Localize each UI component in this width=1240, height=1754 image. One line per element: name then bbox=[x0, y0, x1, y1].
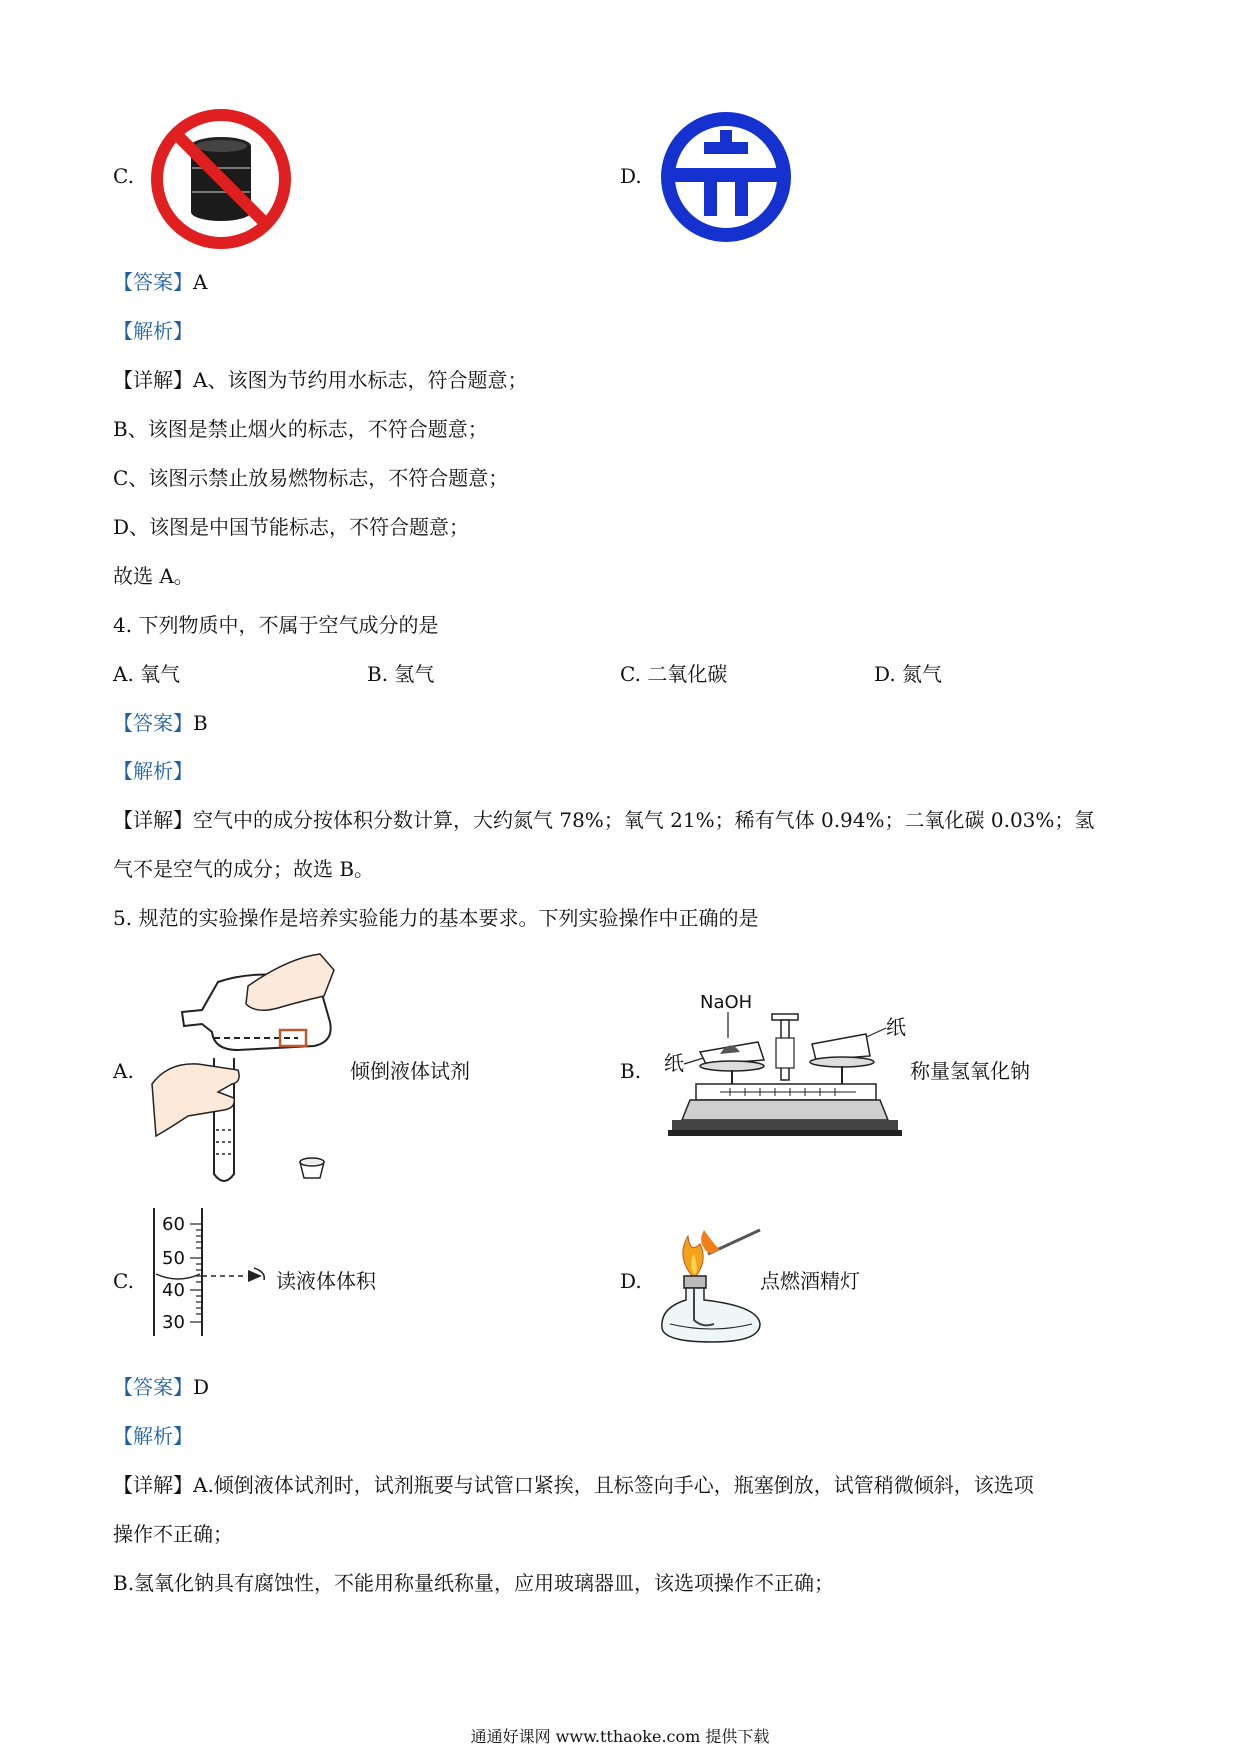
q5-detail-line-3: B.氢氧化钠具有腐蚀性，不能用称量纸称量，应用玻璃器皿，该选项操作不正确； bbox=[113, 1571, 835, 1595]
q3-detail-line-5: 故选 A。 bbox=[113, 564, 194, 588]
q5-option-d-label: D. bbox=[620, 1269, 642, 1293]
q5-detail-line-1: 【详解】A.倾倒液体试剂时，试剂瓶要与试管口紧挨，且标签向手心，瓶塞倒放，试管稍微倾斜，该选项 bbox=[113, 1473, 1034, 1497]
q4-analysis-tag: 【解析】 bbox=[113, 759, 193, 783]
q4-option-b: B. 氢气 bbox=[367, 662, 435, 686]
eye-icon bbox=[248, 1270, 262, 1282]
q3-detail-line-4: D、该图是中国节能标志，不符合题意； bbox=[113, 515, 470, 539]
tick-40: 40 bbox=[162, 1280, 185, 1301]
q3-analysis-tag: 【解析】 bbox=[113, 319, 193, 343]
q4-question: 4. 下列物质中，不属于空气成分的是 bbox=[113, 613, 439, 637]
energy-saving-sign-icon bbox=[660, 108, 792, 246]
graduated-cylinder-illustration bbox=[150, 1206, 270, 1338]
q5-option-a-label: A. bbox=[113, 1059, 134, 1083]
q5-question: 5. 规范的实验操作是培养实验能力的基本要求。下列实验操作中正确的是 bbox=[113, 906, 759, 930]
q5-option-b-label: B. bbox=[620, 1059, 642, 1083]
q5-answer: 【答案】D bbox=[113, 1375, 210, 1399]
tick-50: 50 bbox=[162, 1248, 185, 1269]
q3-detail-line-2: B、该图是禁止烟火的标志，不符合题意； bbox=[113, 417, 488, 441]
tick-30: 30 bbox=[162, 1312, 185, 1333]
q5-option-c-label: C. bbox=[113, 1269, 134, 1293]
pouring-liquid-illustration bbox=[148, 952, 340, 1184]
q3-detail-line-3: C、该图示禁止放易燃物标志，不符合题意； bbox=[113, 466, 509, 490]
page-footer: 通通好课网 www.tthaoke.com 提供下载 bbox=[470, 1727, 770, 1746]
alcohol-lamp-illustration bbox=[656, 1224, 768, 1346]
q5-option-a-caption: 倾倒液体试剂 bbox=[350, 1059, 470, 1083]
q4-option-a: A. 氧气 bbox=[113, 662, 181, 686]
q4-detail-line-2: 气不是空气的成分；故选 B。 bbox=[113, 857, 375, 881]
q4-detail-line-1: 【详解】空气中的成分按体积分数计算，大约氮气 78%；氧气 21%；稀有气体 0.94%；二氧化碳 0.03%；氢 bbox=[113, 808, 1095, 832]
q3-detail-line-1: 【详解】A、该图为节约用水标志，符合题意； bbox=[113, 368, 528, 392]
q5-detail-line-2: 操作不正确； bbox=[113, 1522, 233, 1546]
q5-option-b-caption: 称量氢氧化钠 bbox=[910, 1059, 1030, 1083]
paper-right-label: 纸 bbox=[886, 1015, 906, 1039]
no-flammables-sign-icon bbox=[148, 106, 294, 252]
tick-60: 60 bbox=[162, 1214, 185, 1235]
q3-answer: 【答案】A bbox=[113, 270, 208, 294]
q5-option-c-caption: 读液体体积 bbox=[276, 1269, 376, 1293]
balance-scale-illustration bbox=[660, 990, 910, 1142]
q4-answer: 【答案】B bbox=[113, 711, 208, 735]
q5-analysis-tag: 【解析】 bbox=[113, 1424, 193, 1448]
q3-option-d-label: D. bbox=[620, 164, 642, 188]
q5-option-d-caption: 点燃酒精灯 bbox=[760, 1269, 860, 1293]
q4-option-d: D. 氮气 bbox=[874, 662, 943, 686]
paper-left-label: 纸 bbox=[664, 1051, 684, 1075]
q4-option-c: C. 二氧化碳 bbox=[620, 662, 728, 686]
naoh-label: NaOH bbox=[700, 992, 753, 1013]
q3-option-c-label: C. bbox=[113, 164, 134, 188]
